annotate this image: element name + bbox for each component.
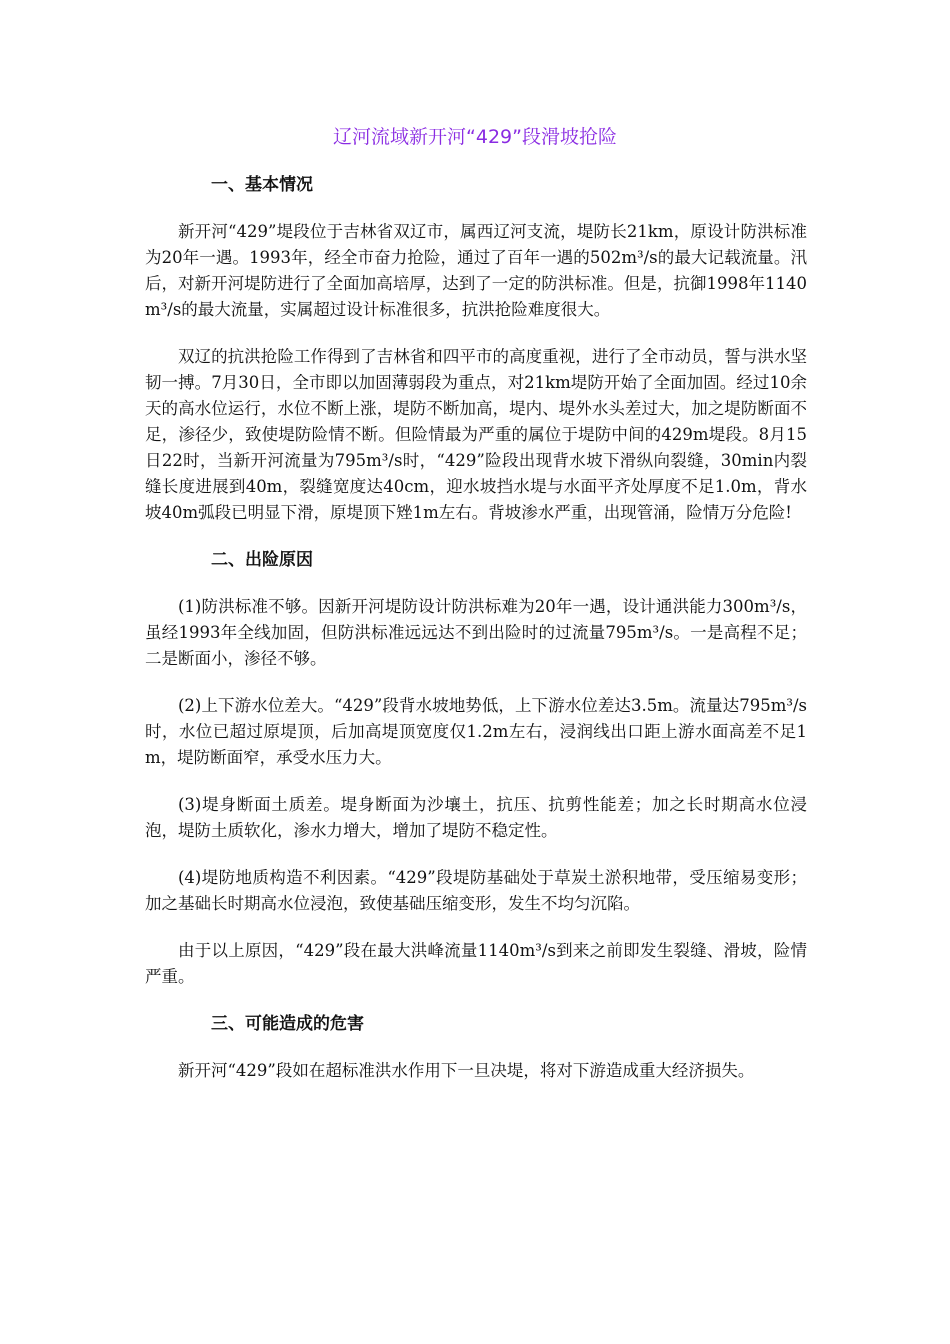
paragraph: 由于以上原因，“429”段在最大洪峰流量1140m³/s到来之前即发生裂缝、滑坡，险情严重。 [145, 941, 807, 986]
paragraph: (1)防洪标准不够。因新开河堤防设计防洪标难为20年一遇，设计通洪能力300m³/s，虽经1993年全线加固，但防洪标准远远达不到出险时的过流量795m³/s。一是高程不足；二是断面小，渗径不够。 [145, 597, 807, 668]
paragraph: (2)上下游水位差大。“429”段背水坡地势低，上下游水位差达3.5m。流量达795m³/s时，水位已超过原堤顶，后加高堤顶宽度仅1.2m左右，浸润线出口距上游水面高差不足1m，堤防断面窄，承受水压力大。 [145, 696, 807, 767]
paragraph: (3)堤身断面土质差。堤身断面为沙壤土，抗压、抗剪性能差；加之长时期高水位浸泡，堤防土质软化，渗水力增大，增加了堤防不稳定性。 [145, 795, 807, 840]
paragraph: 双辽的抗洪抢险工作得到了吉林省和四平市的高度重视，进行了全市动员，誓与洪水坚韧一搏。7月30日，全市即以加固薄弱段为重点，对21km堤防开始了全面加固。经过10余天的高水位运行，水位不断上涨，堤防不断加高，堤内、堤外水头差过大，加之堤防断面不足，渗径少，致使堤防险情不断。但险情最为严重的属位于堤防中间的429m堤段。8月15日22时，当新开河流量为795m³/s时，“429”险段出现背水坡下滑纵向裂缝，30min内裂缝长度进展到40m，裂缝宽度达40cm，迎水坡挡水堤与水面平齐处厚度不足1.0m，背水坡40m弧段已明显下滑，原堤顶下矬1m左右。背坡渗水严重，出现管涌，险情万分危险! [145, 347, 807, 522]
document-body [145, 172, 807, 1105]
section-heading-hazards: 三、可能造成的危害 [211, 1014, 364, 1034]
paragraph: 新开河“429”段如在超标准洪水作用下一旦决堤，将对下游造成重大经济损失。 [178, 1061, 755, 1080]
paragraph: 新开河“429”堤段位于吉林省双辽市，属西辽河支流，堤防长21km，原设计防洪标准为20年一遇。1993年，经全市奋力抢险，通过了百年一遇的502m³/s的最大记载流量。汛后，对新开河堤防进行了全面加高培厚，达到了一定的防洪标准。但是，抗御1998年1140m³/s的最大流量，实属超过设计标准很多，抗洪抢险难度很大。 [145, 222, 807, 319]
section-heading-basic-info: 一、基本情况 [211, 175, 313, 195]
paragraph: (4)堤防地质构造不利因素。“429”段堤防基础处于草炭土淤积地带，受压缩易变形；加之基础长时期高水位浸泡，致使基础压缩变形，发生不均匀沉陷。 [145, 868, 807, 913]
section-heading-causes: 二、出险原因 [211, 550, 313, 570]
document-title: 辽河流域新开河“429”段滑坡抢险 [333, 126, 617, 148]
